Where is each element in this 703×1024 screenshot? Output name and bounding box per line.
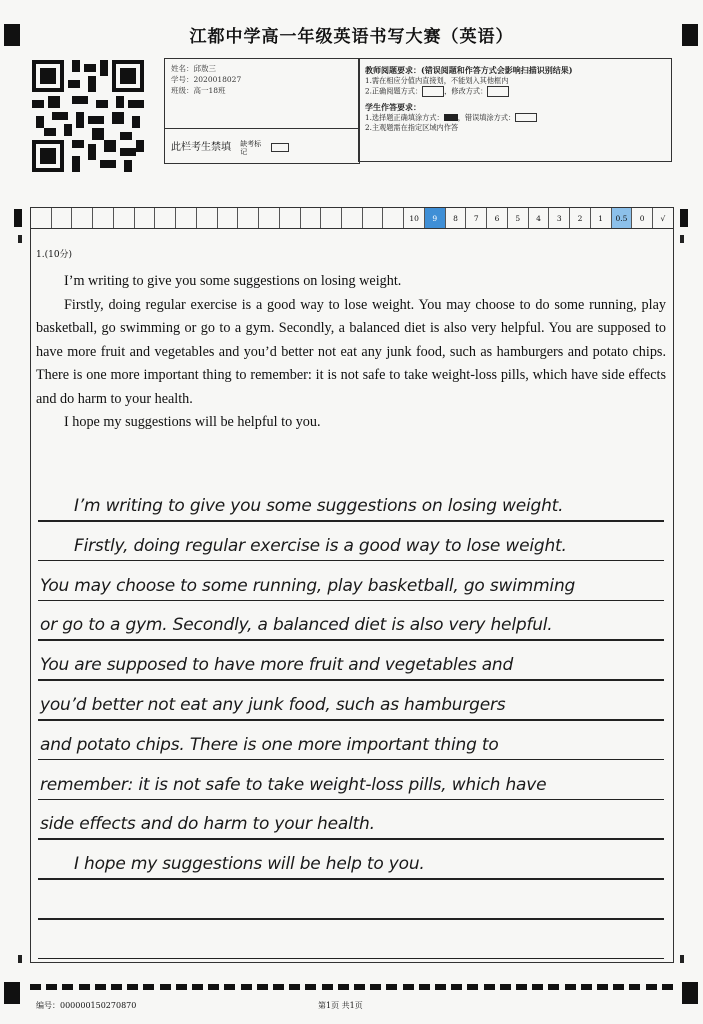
student-req-line1: 1.选择题正确填涂方式： <box>365 112 444 122</box>
ruled-line <box>38 958 664 960</box>
score-cell[interactable] <box>280 208 301 228</box>
score-cell[interactable]: 6 <box>487 208 508 228</box>
timing-dash <box>95 984 106 990</box>
side-mark <box>18 955 22 963</box>
timing-dash <box>629 984 640 990</box>
passage-paragraph-3: I hope my suggestions will be helpful to you. <box>64 414 321 430</box>
side-mark <box>680 235 684 243</box>
timing-dash <box>354 984 365 990</box>
student-name: 邱敖三 <box>193 64 216 73</box>
timing-dash <box>338 984 349 990</box>
side-mark <box>680 955 684 963</box>
timing-dash <box>646 984 657 990</box>
ruled-line <box>38 560 664 562</box>
modify-mark-icon <box>487 86 509 97</box>
serial-value: 000000150270870 <box>60 1001 137 1010</box>
registration-mark-bottom-right <box>682 982 698 1004</box>
handwritten-line: and potato chips. There is one more important thing to <box>40 734 499 755</box>
timing-dash <box>192 984 203 990</box>
timing-dash <box>79 984 90 990</box>
timing-dash <box>451 984 462 990</box>
timing-dash <box>581 984 592 990</box>
student-id: 2020018027 <box>193 75 242 84</box>
absent-checkbox[interactable] <box>271 143 289 152</box>
teacher-req-heading: 教师阅题要求：(错误阅题和作答方式会影响扫描识别结果) <box>365 65 573 75</box>
student-class: 高一18班 <box>193 86 226 95</box>
score-cell[interactable] <box>342 208 363 228</box>
score-cell[interactable]: 10 <box>404 208 425 228</box>
registration-mark-right-mid <box>680 209 688 227</box>
score-cell[interactable]: 7 <box>466 208 487 228</box>
registration-mark-left-mid <box>14 209 22 227</box>
score-cell[interactable]: 5 <box>508 208 529 228</box>
score-cell[interactable] <box>197 208 218 228</box>
ruled-line <box>38 520 664 522</box>
score-cell[interactable]: 0.5 <box>612 208 633 228</box>
serial-label: 编号： <box>36 1001 60 1010</box>
score-cell[interactable] <box>31 208 52 228</box>
examinee-fill-area <box>165 130 359 163</box>
qr-code-icon <box>32 60 144 172</box>
timing-dash <box>322 984 333 990</box>
no-fill-note: 此栏考生禁填 <box>171 142 231 153</box>
timing-dash <box>597 984 608 990</box>
timing-dash <box>176 984 187 990</box>
timing-dash <box>62 984 73 990</box>
teacher-req-line1: 1.需在相应分值内直接划，不能划入其他框内 <box>365 75 509 85</box>
score-cell[interactable] <box>72 208 93 228</box>
score-cell[interactable] <box>155 208 176 228</box>
correct-mark-icon <box>422 86 444 97</box>
handwritten-line: Firstly, doing regular exercise is a good way to lose weight. <box>74 535 567 556</box>
timing-dash <box>435 984 446 990</box>
side-mark <box>18 235 22 243</box>
wrong-fill-icon <box>515 113 537 122</box>
timing-dash <box>273 984 284 990</box>
handwritten-line: I’m writing to give you some suggestions on losing weight. <box>74 496 564 516</box>
handwritten-line: You are supposed to have more fruit and vegetables and <box>40 655 514 676</box>
score-cell[interactable]: 3 <box>549 208 570 228</box>
timing-dash <box>370 984 381 990</box>
score-cell[interactable]: 4 <box>529 208 550 228</box>
registration-mark-bottom-left <box>4 982 20 1004</box>
ruled-line <box>38 838 664 840</box>
timing-dash <box>419 984 430 990</box>
handwritten-line: or go to a gym. Secondly, a balanced diet is also very helpful. <box>40 615 553 636</box>
score-cell[interactable] <box>259 208 280 228</box>
score-cell[interactable] <box>218 208 239 228</box>
passage-paragraph-2: Firstly, doing regular exercise is a good way to lose weight. You may choose to do some running, play basketball, go swimming or go to a gym. Secondly, a balanced diet is also very helpful. You are supposed to have more fruit and vegetables and you’d better not eat any junk food, such as hamburgers and potato chips. There is one more important thing to remember: it is not safe to take weight-loss pills, which have side effects and do harm to your health. <box>36 296 666 407</box>
timing-dash <box>403 984 414 990</box>
timing-dash <box>46 984 57 990</box>
score-cell[interactable]: 1 <box>591 208 612 228</box>
ruled-line <box>38 878 664 880</box>
handwritten-line: side effects and do harm to your health. <box>40 814 375 835</box>
timing-dash <box>386 984 397 990</box>
score-cell[interactable] <box>114 208 135 228</box>
score-cell[interactable] <box>301 208 322 228</box>
timing-dash <box>500 984 511 990</box>
timing-dash <box>662 984 673 990</box>
handwritten-line: remember: it is not safe to take weight-loss pills, which have <box>40 774 547 795</box>
timing-dash <box>224 984 235 990</box>
score-cell[interactable] <box>52 208 73 228</box>
timing-dash <box>111 984 122 990</box>
ruled-line <box>38 759 664 761</box>
page-number: 第1页 共1页 <box>318 1001 363 1010</box>
score-cell[interactable]: 2 <box>570 208 591 228</box>
ruled-line <box>38 918 664 920</box>
filled-box-icon <box>444 114 458 121</box>
handwritten-line: you’d better not eat any junk food, such as hamburgers <box>40 695 506 715</box>
score-cell[interactable] <box>238 208 259 228</box>
score-cell[interactable]: √ <box>660 213 666 223</box>
timing-dash <box>548 984 559 990</box>
score-cell[interactable] <box>363 208 384 228</box>
timing-dash <box>127 984 138 990</box>
timing-dash <box>516 984 527 990</box>
score-cell[interactable] <box>321 208 342 228</box>
timing-dash <box>532 984 543 990</box>
timing-dash <box>257 984 268 990</box>
timing-dash <box>143 984 154 990</box>
timing-dash <box>241 984 252 990</box>
requirements-box <box>358 58 672 162</box>
absent-label: 缺考标记 <box>240 139 262 156</box>
timing-dash <box>565 984 576 990</box>
score-bar <box>30 207 674 229</box>
score-cell[interactable] <box>176 208 197 228</box>
student-req-line2: 2.主观题需在指定区域内作答 <box>365 123 459 132</box>
teacher-req-line2b: ，修改方式： <box>444 86 488 96</box>
handwritten-line: You may choose to some running, play basketball, go swimming <box>40 575 576 596</box>
ruled-line <box>38 679 664 681</box>
page-title: 江都中学高一年级英语书写大赛（英语） <box>189 27 514 47</box>
student-info-fields <box>165 59 359 129</box>
score-cell[interactable] <box>383 208 404 228</box>
ruled-line <box>38 639 664 641</box>
ruled-line <box>38 799 664 801</box>
score-cell[interactable] <box>93 208 114 228</box>
timing-dash <box>208 984 219 990</box>
score-cell[interactable] <box>135 208 156 228</box>
score-cell[interactable]: 9 <box>425 208 446 228</box>
name-label: 姓名： <box>171 64 194 73</box>
timing-dash <box>467 984 478 990</box>
timing-dash <box>160 984 171 990</box>
score-cell[interactable]: 8 <box>446 208 467 228</box>
score-cell[interactable]: 0 <box>632 208 653 228</box>
question-number: 1.(10分) <box>36 250 73 260</box>
passage-paragraph-1: I’m writing to give you some suggestions on losing weight. <box>64 273 402 289</box>
timing-dash <box>289 984 300 990</box>
class-label: 班级： <box>171 86 194 95</box>
timing-dash <box>305 984 316 990</box>
timing-dash <box>30 984 41 990</box>
ruled-line <box>38 719 664 721</box>
serial-number <box>36 1000 136 1011</box>
timing-dash <box>613 984 624 990</box>
teacher-req-line2: 2.正确阅题方式： <box>365 86 423 96</box>
printed-passage <box>36 270 666 435</box>
handwritten-line: I hope my suggestions will be help to you. <box>74 854 425 875</box>
ruled-line <box>38 600 664 602</box>
id-label: 学号： <box>171 75 194 84</box>
timing-dash <box>484 984 495 990</box>
student-req-line1b: ，错误填涂方式： <box>457 112 516 122</box>
student-req-heading: 学生作答要求： <box>365 102 421 112</box>
student-info-box <box>164 58 360 164</box>
